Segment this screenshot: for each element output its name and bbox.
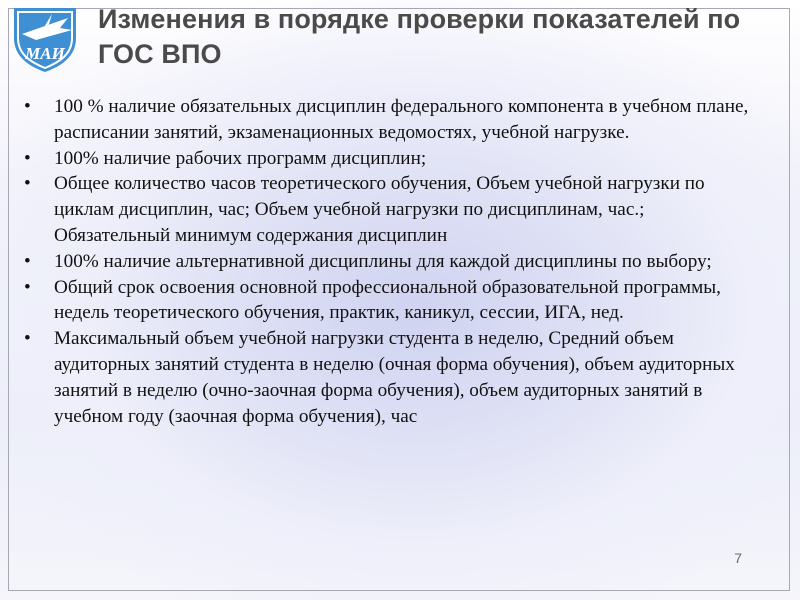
bullet-text: Максимальный объем учебной нагрузки студента в неделю, Средний объем аудиторных занятий студента в неделю (очная форма обучения), объем аудиторных занятий в неделю (очно-заочная форма обучения), объем аудиторных занятий в учебном году (заочная форма обучения), час [54, 328, 735, 427]
bullet-dot: • [24, 328, 31, 350]
list-item [20, 249, 760, 275]
logo-text: МАИ [25, 44, 65, 63]
bullet-dot: • [24, 147, 31, 169]
list-item [20, 326, 760, 429]
bullet-text: 100 % наличие обязательных дисциплин федерального компонента в учебном плане, расписании занятий, экзаменационных ведомостях, учебной нагрузке. [54, 96, 749, 143]
mai-logo [6, 4, 84, 74]
bullet-dot: • [24, 250, 31, 272]
bullet-dot: • [24, 173, 31, 195]
mai-shield-icon [6, 4, 84, 74]
bullet-text: 100% наличие рабочих программ дисциплин; [54, 147, 427, 169]
list-item [20, 171, 760, 248]
bullet-text: 100% наличие альтернативной дисциплины для каждой дисциплины по выбору; [54, 250, 712, 272]
bullet-text: Общий срок освоения основной профессиональной образовательной программы, недель теоретического обучения, практик, каникул, сессии, ИГА, нед. [54, 276, 721, 324]
list-item [20, 94, 760, 146]
bullet-dot: • [24, 96, 31, 117]
slide-title: Изменения в порядке проверки показателей по ГОС ВПО [98, 4, 741, 69]
bullet-dot: • [24, 276, 31, 298]
bullet-list [20, 94, 760, 429]
list-item [20, 146, 760, 172]
page-number: 7 [734, 550, 742, 566]
bullet-text: Общее количество часов теоретического обучения, Объем учебной нагрузки по циклам дисциплин, час; Объем учебной нагрузки по дисциплинам, час.; Обязательный минимум содержания дисциплин [54, 173, 705, 246]
list-item [20, 275, 760, 327]
